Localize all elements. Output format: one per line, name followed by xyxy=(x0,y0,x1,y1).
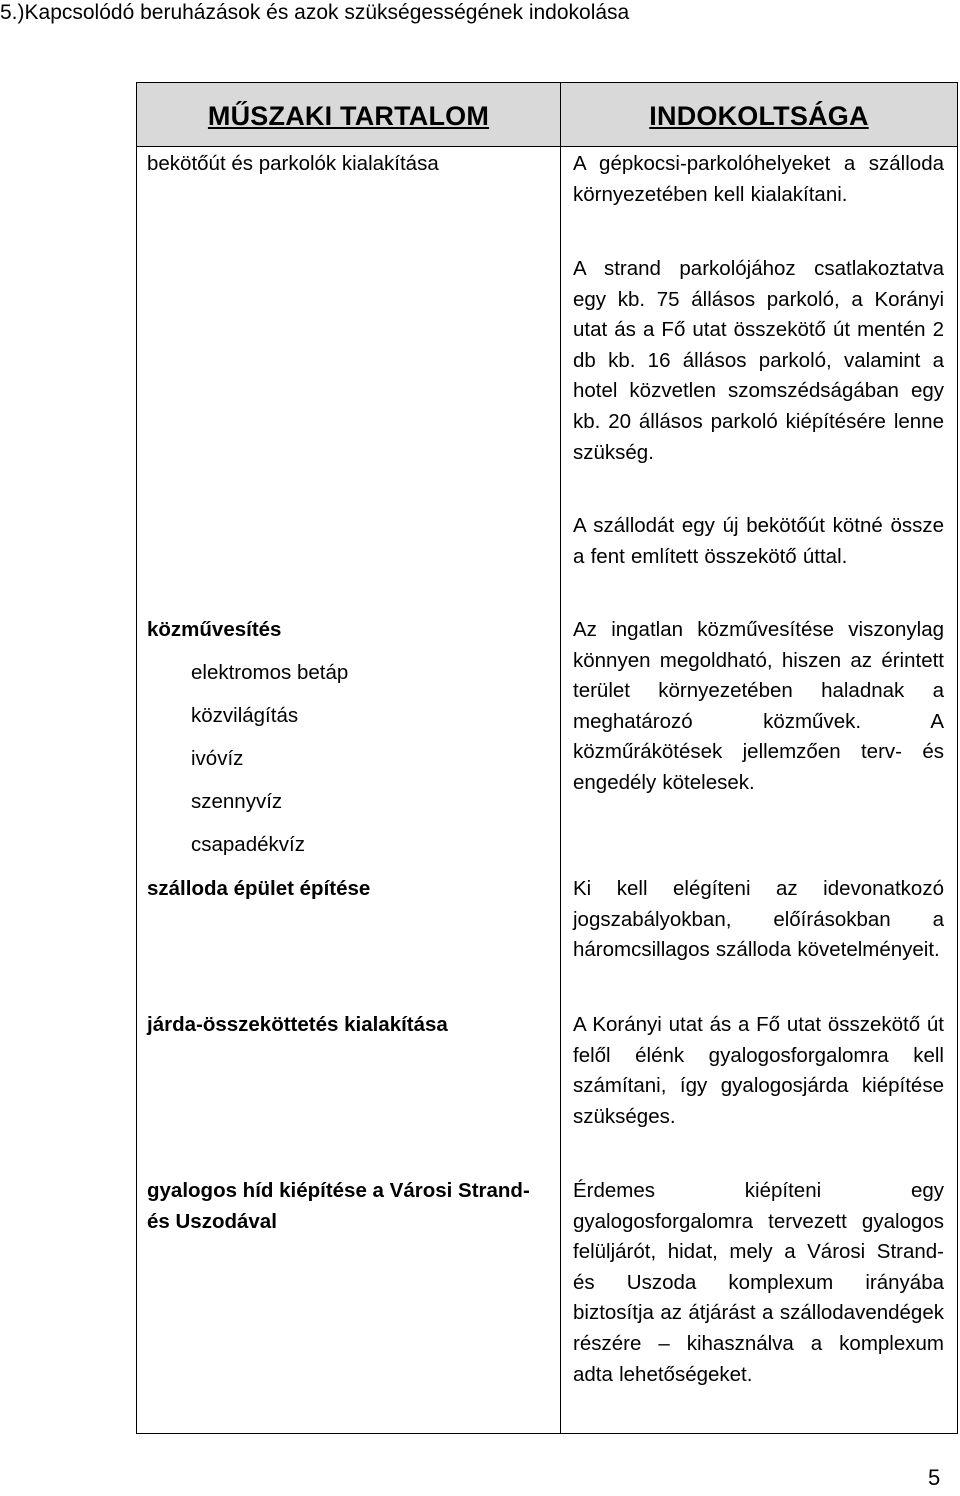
column-divider xyxy=(560,82,561,1434)
utility-item: szennyvíz xyxy=(191,790,283,813)
page-number: 5 xyxy=(928,1465,941,1490)
row-access-road-label: bekötőút és parkolók kialakítása xyxy=(147,152,439,175)
row-access-road-text-2: A strand parkolójához csatlakoztatva egy kb. 75 állásos parkoló, a Korányi utat ás a Fő utat összekötő út mentén 2 db kb. 16 állásos parkoló, valamint a hotel közvetlen szomszédságában egy kb. 20 állásos parkoló kiépítésére lenne szükség. xyxy=(573,257,944,464)
header-justification: INDOKOLTSÁGA xyxy=(561,83,957,147)
utility-item: elektromos betáp xyxy=(191,661,349,684)
row-footbridge-text: Érdemes kiépíteni egy gyalogosforgalomra tervezett gyalogos felüljárót, hidat, mely a Városi Strand- és Uszoda komplexum irányába biztosítja az átjárást a szállodavendégek részére – kihasználva a komplexum adta lehetőségeket. xyxy=(573,1179,944,1386)
row-utilities-text: Az ingatlan közművesítése viszonylag könnyen megoldható, hiszen az érintett terület környezetében haladnak a meghatározó közművek. A közműrákötések jellemzően terv- és engedély kötelesek. xyxy=(573,618,944,794)
header-technical-content: MŰSZAKI TARTALOM xyxy=(137,83,560,147)
row-footbridge-label: gyalogos híd kiépítése a Városi Strand- és Uszodával xyxy=(147,1179,530,1233)
row-access-road-text-3: A szállodát egy új bekötőút kötné össze a fent említett összekötő úttal. xyxy=(573,514,944,568)
row-utilities-label: közművesítés xyxy=(147,618,282,641)
row-access-road-text-1: A gépkocsi-parkolóhelyeket a szálloda környezetében kell kialakítani. xyxy=(573,152,944,206)
row-hotel-building-text: Ki kell elégíteni az idevonatkozó jogszabályokban, előírásokban a háromcsillagos szálloda követelményeit. xyxy=(573,877,944,962)
row-sidewalk-text: A Korányi utat ás a Fő utat összekötő út felől élénk gyalogosforgalomra kell számítani, így gyalogosjárda kiépítése szükséges. xyxy=(573,1013,944,1128)
row-sidewalk-label: járda-összeköttetés kialakítása xyxy=(147,1013,448,1036)
row-hotel-building-label: szálloda épület építése xyxy=(147,877,371,900)
utility-item: közvilágítás xyxy=(191,704,299,727)
utility-item: csapadékvíz xyxy=(191,833,305,856)
section-title: 5.)Kapcsolódó beruházások és azok szükségességének indokolása xyxy=(0,1,630,24)
utility-item: ivóvíz xyxy=(191,747,244,770)
